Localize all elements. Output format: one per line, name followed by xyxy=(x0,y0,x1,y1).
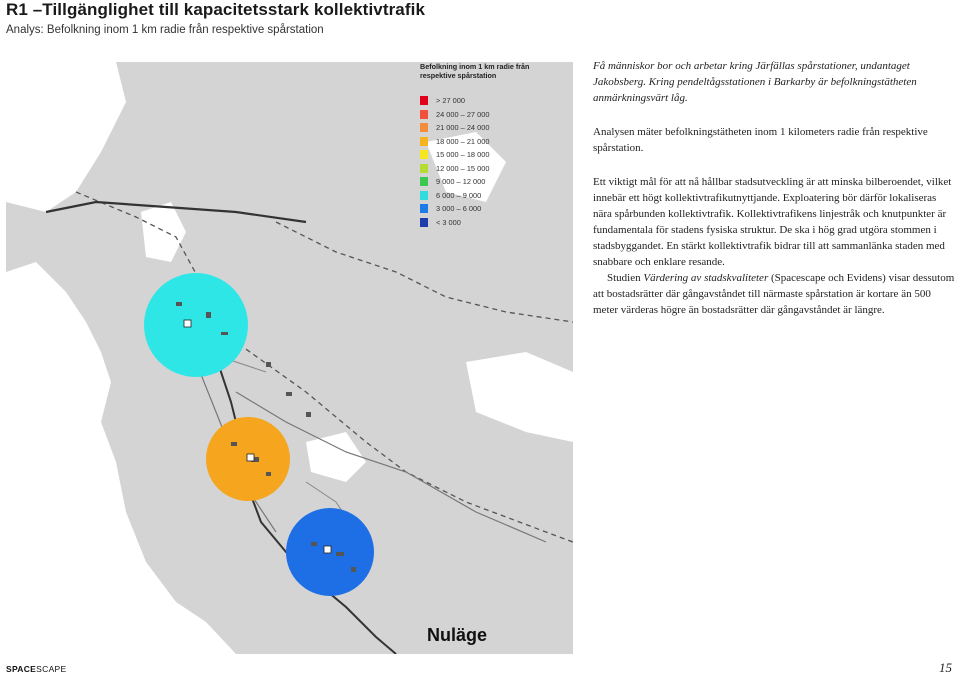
legend-swatch xyxy=(420,150,428,159)
study-text-pre: Studien xyxy=(607,272,644,284)
map-legend xyxy=(420,62,555,229)
legend-label: 6 000 – 9 000 xyxy=(436,190,482,200)
legend-item xyxy=(420,135,555,149)
legend-swatch xyxy=(420,164,428,173)
legend-swatch xyxy=(420,96,428,105)
legend-label: 15 000 – 18 000 xyxy=(436,150,490,160)
legend-item xyxy=(420,108,555,122)
legend-title: Befolkning inom 1 km radie från respektive spårstation xyxy=(420,62,530,80)
legend-item xyxy=(420,189,555,203)
study-text-post: (Spacescape och Evidens) visar dessutom att bostadsrätter där gångavståndet till närmaste spårstation är kortare än 500 meter värderas högre än bostadsrätter där gångavståndet är längre. xyxy=(593,272,955,316)
legend-label: 24 000 – 27 000 xyxy=(436,109,490,119)
legend-item xyxy=(420,216,555,230)
legend-label: 3 000 – 6 000 xyxy=(436,204,482,214)
map-panel xyxy=(6,62,573,654)
map-label: Nuläge xyxy=(427,625,488,645)
page-subtitle: Analys: Befolkning inom 1 km radie från respektive spårstation xyxy=(6,24,324,36)
study-paragraph xyxy=(593,270,955,318)
legend-label: 21 000 – 24 000 xyxy=(436,123,490,133)
page-number: 15 xyxy=(939,660,952,675)
page-title: R1 –Tillgänglighet till kapacitetsstark kollektivtrafik xyxy=(6,0,425,19)
legend-swatch xyxy=(420,137,428,146)
legend-item xyxy=(420,121,555,135)
study-title: Värdering av stadskvaliteter xyxy=(643,272,769,284)
legend-label: > 27 000 xyxy=(436,96,465,106)
legend-swatch xyxy=(420,110,428,119)
legend-swatch xyxy=(420,204,428,213)
legend-swatch xyxy=(420,177,428,186)
legend-label: 12 000 – 15 000 xyxy=(436,163,490,173)
legend-label: 18 000 – 21 000 xyxy=(436,136,490,146)
method-paragraph: Analysen mäter befolkningstätheten inom 1 kilometers radie från respektive spårstation. xyxy=(593,126,928,154)
text-column xyxy=(593,58,955,318)
legend-item xyxy=(420,202,555,216)
legend-swatch xyxy=(420,191,428,200)
legend-label: 9 000 – 12 000 xyxy=(436,177,486,187)
legend-swatch xyxy=(420,218,428,227)
brand-logo xyxy=(6,664,66,674)
station-cyan-catchment xyxy=(144,273,248,377)
brand-bold: SPACE xyxy=(6,664,37,674)
legend-label: < 3 000 xyxy=(436,217,461,227)
legend-item xyxy=(420,94,555,108)
legend-list xyxy=(420,94,555,229)
legend-swatch xyxy=(420,123,428,132)
legend-item xyxy=(420,148,555,162)
body-paragraph: Ett viktigt mål för att nå hållbar stadsutveckling är att minska bilberoendet, vilket innebär ett högt kollektivtrafikutnyttjande. Exploatering bör därför lokaliseras nära spårbunden kollektivtrafik. Kollektivtrafikens linjestråk och knutpunkter är fundamentala för stadens fysiska struktur. De ska i hög grad utgöra stommen i stadsbyggandet. En stärkt kollektivtrafik bidrar till att sammanlänka staden med snabbare och enklare resande. xyxy=(593,176,952,268)
intro-paragraph: Få människor bor och arbetar kring Järfällas spårstationer, undantaget Jakobsberg. Kring pendeltågsstationen i Barkarby är befolkningstätheten anmärkningsvärt låg. xyxy=(593,60,917,104)
brand-light: SCAPE xyxy=(36,664,67,674)
legend-item xyxy=(420,175,555,189)
legend-item xyxy=(420,162,555,176)
